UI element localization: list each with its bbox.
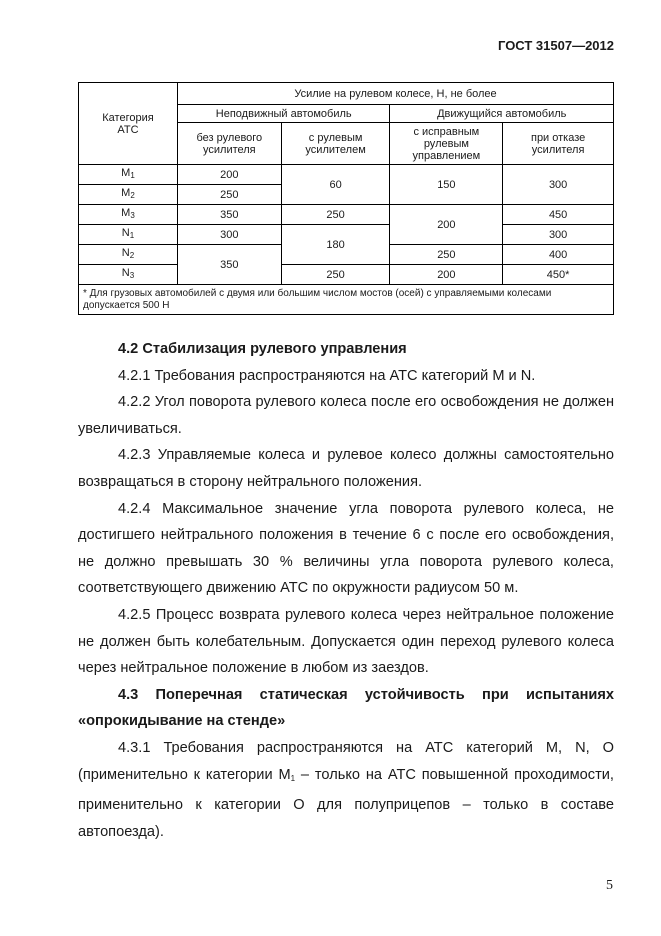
value-cell: 200 (177, 165, 281, 185)
value-cell: 200 (390, 205, 503, 245)
value-cell: 200 (390, 265, 503, 285)
category-header: Категория АТС (79, 83, 178, 165)
paragraph-4-2-2: 4.2.2 Угол поворота рулевого колеса после его освобождения не должен увеличиваться. (78, 394, 614, 437)
paragraph-4-3-1: 4.3.1 Требования распространяются на АТС категорий М, N, О (применительно к категории $М_1$ – только на АТС повышенной проходимости, применительно к категории О для полуприцепов – только в составе автопоезда). (78, 739, 614, 840)
value-cell: 450 (503, 205, 614, 225)
steering-force-table (78, 82, 614, 315)
value-cell: 250 (177, 185, 281, 205)
table-footnote: * Для грузовых автомобилей с двумя или большим числом мостов (осей) с управляемыми колесами допускается 500 Н (79, 285, 614, 315)
subheader-moving-ok: с исправным рулевым управлением (390, 123, 503, 165)
value-cell: 400 (503, 245, 614, 265)
category-cell: $M_2$ (79, 185, 178, 205)
value-cell: 60 (281, 165, 390, 205)
value-cell: 350 (177, 245, 281, 285)
value-cell: 250 (390, 245, 503, 265)
section-4-3-title: 4.3 Поперечная статическая устойчивость при испытаниях «опрокидывание на стенде» (78, 686, 614, 730)
moving-header: Движущийся автомобиль (390, 105, 614, 123)
value-cell: 300 (503, 225, 614, 245)
subheader-moving-fail: при отказе усилителя (503, 123, 614, 165)
subheader-with-booster: с рулевым усилителем (281, 123, 390, 165)
category-cell: $M_3$ (79, 205, 178, 225)
value-cell: 300 (177, 225, 281, 245)
force-header: Усилие на рулевом колесе, Н, не более (177, 83, 613, 105)
value-cell: 300 (503, 165, 614, 205)
stationary-header: Неподвижный автомобиль (177, 105, 390, 123)
value-cell: 180 (281, 225, 390, 265)
paragraph-4-2-1: 4.2.1 Требования распространяются на АТС категорий М и N. (118, 367, 536, 384)
category-cell: $N_2$ (79, 245, 178, 265)
subheader-no-booster: без рулевого усилителя (177, 123, 281, 165)
paragraph-4-2-5: 4.2.5 Процесс возврата рулевого колеса через нейтральное положение не должен быть колебательным. Допускается один переход рулевого колеса через нейтральное положение в любом из заездов. (78, 606, 614, 677)
value-cell: 250 (281, 205, 390, 225)
value-cell: 450* (503, 265, 614, 285)
value-cell: 250 (281, 265, 390, 285)
document-body (78, 336, 614, 845)
standard-header: ГОСТ 31507—2012 (498, 38, 614, 53)
paragraph-4-2-4: 4.2.4 Максимальное значение угла поворота рулевого колеса, не достигшего нейтрального положения в течение 6 с после его освобождения, не должно превышать 30 % величины угла поворота рулевого колеса, соответствующего движению АТС по окружности радиусом 50 м. (78, 500, 614, 597)
value-cell: 350 (177, 205, 281, 225)
value-cell: 150 (390, 165, 503, 205)
category-cell: $M_1$ (79, 165, 178, 185)
category-cell: $N_3$ (79, 265, 178, 285)
category-cell: $N_1$ (79, 225, 178, 245)
section-4-2-title: 4.2 Стабилизация рулевого управления (118, 341, 407, 357)
paragraph-4-2-3: 4.2.3 Управляемые колеса и рулевое колесо должны самостоятельно возвращаться в сторону нейтрального положения. (78, 447, 614, 490)
page-number: 5 (606, 878, 613, 893)
